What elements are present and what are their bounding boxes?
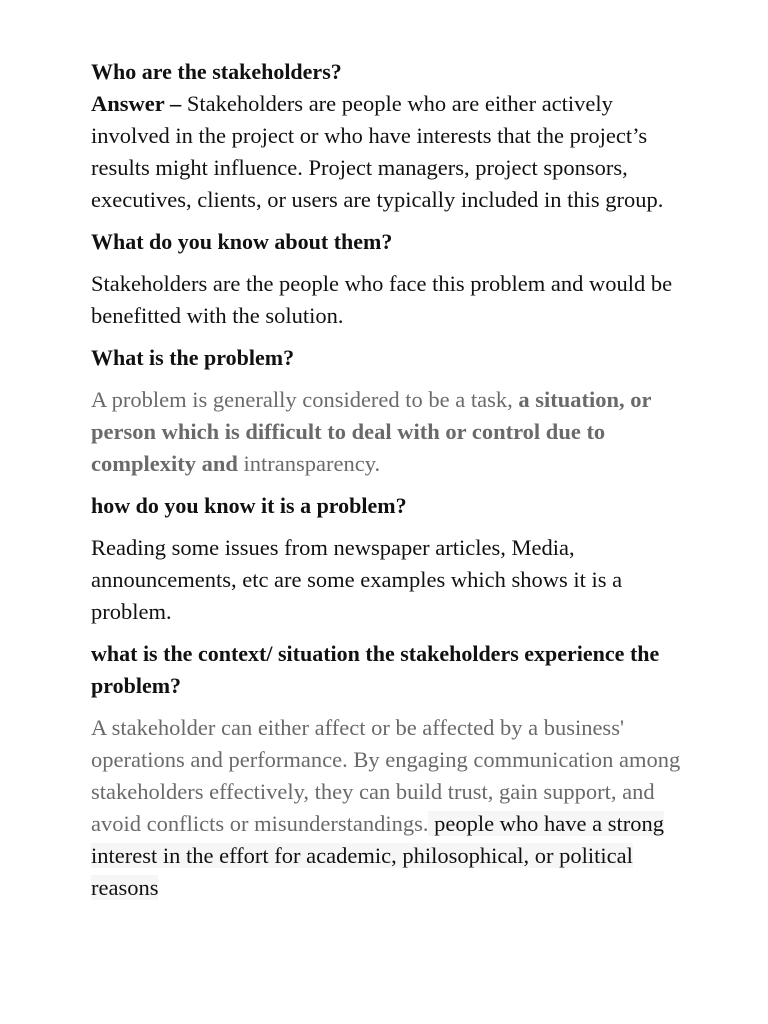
answer-context-gray: A stakeholder can either affect or be affected by a business' operations and performance. By engaging communication among stakeholders effectively, they can build trust, gain support, and avoid conflicts or misunderstandings. [91, 715, 681, 836]
answer-problem-part2: intransparency. [237, 451, 381, 476]
question-context-situation: what is the context/ situation the stakeholders experience the problem? [91, 641, 660, 698]
answer-problem-bold: a situation, or person which is difficult to deal with or control due to complexity and [91, 387, 652, 476]
answer-context-situation [91, 712, 691, 904]
answer-stakeholders [91, 88, 691, 216]
answer-label: Answer – [91, 91, 182, 116]
question-how-know-problem: how do you know it is a problem? [91, 493, 407, 518]
answer-context-dark: people who have a strong interest in the effort for academic, philosophical, or political reasons [91, 811, 665, 900]
answer-problem-part1: A problem is generally considered to be a task, [91, 387, 519, 412]
question-stakeholders: Who are the stakeholders? [91, 59, 342, 84]
question-what-is-problem: What is the problem? [91, 345, 295, 370]
question-know-about-them: What do you know about them? [91, 229, 393, 254]
document-body [91, 56, 691, 904]
answer-know-about-them: Stakeholders are the people who face this problem and would be benefitted with the solution. [91, 271, 673, 328]
answer-how-know-problem: Reading some issues from newspaper articles, Media, announcements, etc are some examples which shows it is a problem. [91, 535, 623, 624]
answer-stakeholders-text: Stakeholders are people who are either actively involved in the project or who have interests that the project’s results might influence. Project managers, project sponsors, executives, clients, or users are typically included in this group. [91, 91, 664, 212]
answer-what-is-problem [91, 384, 691, 480]
